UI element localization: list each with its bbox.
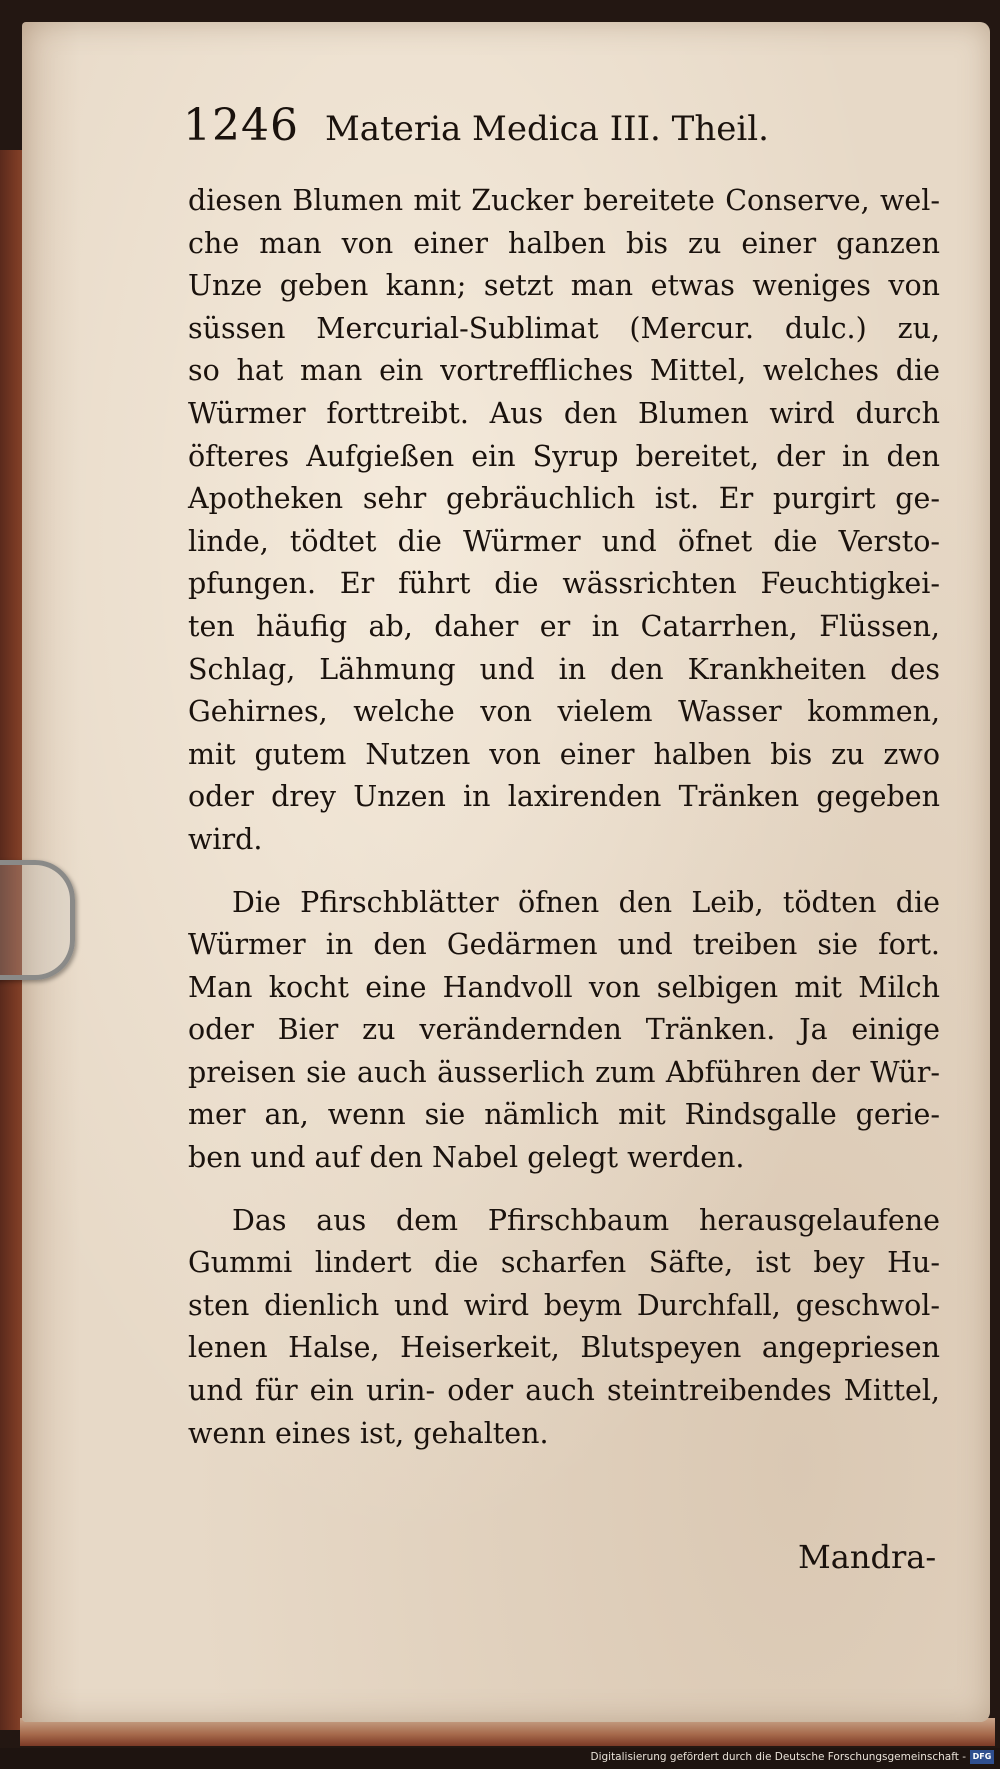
text-line: Das aus dem Pfirschbaum herausgelaufene bbox=[232, 1203, 940, 1237]
paragraph-2 bbox=[188, 882, 940, 1180]
text-line: pfungen. Er führt die wässrichten Feuchtigkei- bbox=[188, 567, 940, 601]
text-line: diesen Blumen mit Zucker bereitete Conserve, wel- bbox=[188, 184, 940, 217]
text-line: preisen sie auch äusserlich zum Abführen der Wür- bbox=[188, 1055, 940, 1089]
text-line: ten häufig ab, daher er in Catarrhen, Flüssen, bbox=[188, 609, 940, 643]
text-line: Apotheken sehr gebräuchlich ist. Er purgirt ge- bbox=[188, 482, 940, 516]
dfg-logo: DFG bbox=[970, 1750, 994, 1764]
text-line: öfteres Aufgießen ein Syrup bereitet, der in den bbox=[188, 439, 940, 473]
text-line: Gehirnes, welche von vielem Wasser kommen, bbox=[188, 695, 940, 729]
text-line: mer an, wenn sie nämlich mit Rindsgalle gerie- bbox=[188, 1098, 940, 1132]
book-bottom-edge bbox=[20, 1718, 995, 1746]
text-line: Unze geben kann; setzt man etwas weniges von bbox=[188, 269, 940, 303]
text-line: oder drey Unzen in laxirenden Tränken gegeben bbox=[188, 780, 940, 814]
paragraph-3 bbox=[188, 1200, 940, 1456]
digitization-credit: Digitalisierung gefördert durch die Deutsche Forschungsgemeinschaft - bbox=[590, 1751, 966, 1763]
running-title: Materia Medica III. Theil. bbox=[324, 109, 769, 149]
paragraph-spacer bbox=[188, 1180, 940, 1200]
text-line: Man kocht eine Handvoll von selbigen mit Milch bbox=[188, 970, 940, 1004]
text-line: süssen Mercurial-Sublimat (Mercur. dulc.) zu, bbox=[188, 311, 940, 345]
page-clip bbox=[0, 860, 75, 980]
text-line: ben und auf den Nabel gelegt werden. bbox=[188, 1141, 745, 1175]
text-line: sten dienlich und wird beym Durchfall, geschwol- bbox=[188, 1288, 940, 1322]
text-line: Würmer in den Gedärmen und treiben sie fort. bbox=[188, 928, 940, 962]
text-line: mit gutem Nutzen von einer halben bis zu zwo bbox=[188, 737, 940, 771]
text-line: wenn eines ist, gehalten. bbox=[188, 1416, 549, 1450]
paragraph-spacer bbox=[188, 862, 940, 882]
text-line: che man von einer halben bis zu einer ganzen bbox=[188, 226, 940, 260]
text-line: so hat man ein vortreffliches Mittel, welches die bbox=[188, 354, 940, 388]
text-line: und für ein urin- oder auch steintreibendes Mittel, bbox=[188, 1374, 940, 1408]
text-line: Die Pfirschblätter öfnen den Leib, tödten die bbox=[232, 885, 940, 919]
text-line: Gummi lindert die scharfen Säfte, ist bey Hu- bbox=[188, 1246, 940, 1280]
page-header bbox=[183, 100, 769, 151]
body-text bbox=[188, 180, 940, 1455]
paragraph-1 bbox=[188, 180, 940, 862]
catchword: Mandra- bbox=[798, 1538, 937, 1576]
text-line: wird. bbox=[188, 822, 263, 856]
text-line: lenen Halse, Heiserkeit, Blutspeyen angepriesen bbox=[188, 1331, 940, 1365]
text-line: Schlag, Lähmung und in den Krankheiten des bbox=[188, 652, 940, 686]
page-number: 1246 bbox=[183, 100, 299, 151]
text-line: oder Bier zu verändernden Tränken. Ja einige bbox=[188, 1013, 940, 1047]
text-line: linde, tödtet die Würmer und öfnet die Versto- bbox=[188, 524, 940, 558]
text-line: Würmer forttreibt. Aus den Blumen wird durch bbox=[188, 396, 940, 430]
